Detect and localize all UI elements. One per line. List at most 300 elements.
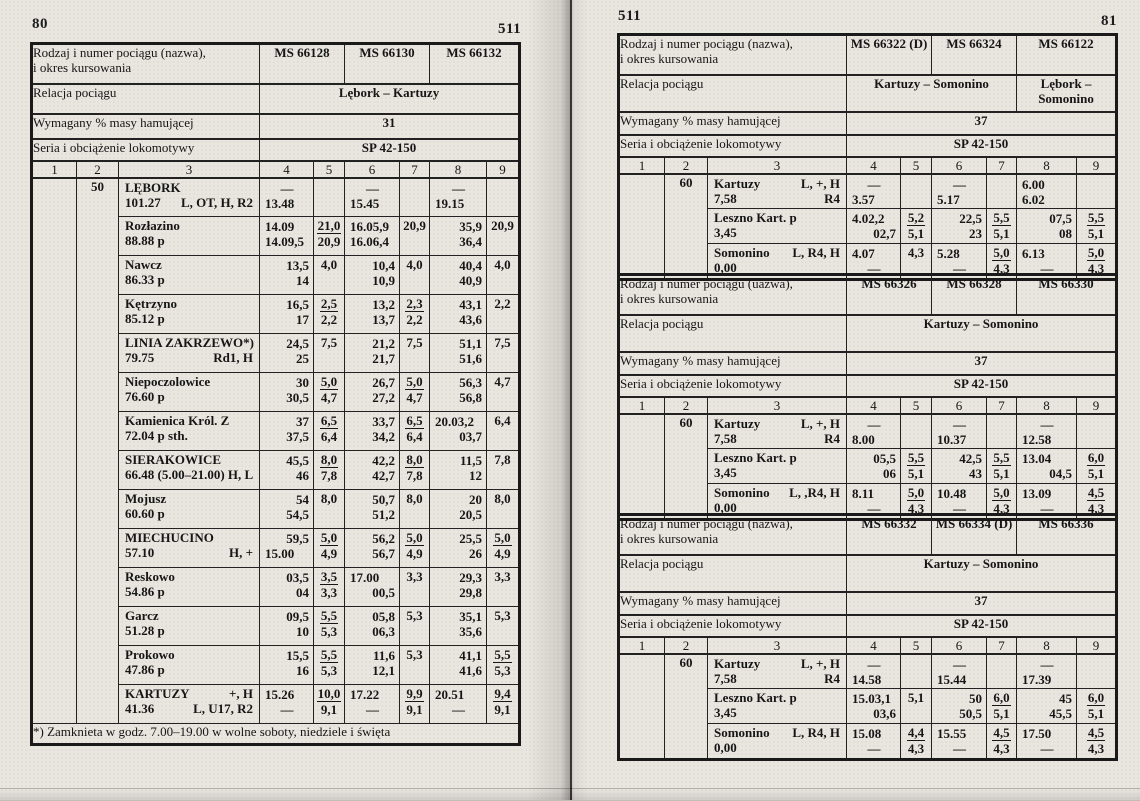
- speed-top: 9,9: [406, 686, 423, 701]
- speed-values: [987, 689, 1016, 723]
- header-loco-row: [32, 139, 520, 161]
- speed-values: [987, 175, 1016, 178]
- speed-cell: [987, 689, 1017, 724]
- time-bottom: 03,7: [459, 429, 483, 444]
- speed-single: 4,0: [320, 257, 338, 272]
- speed-fraction: [907, 210, 925, 241]
- station-name-text: Leszno Kart. p: [714, 690, 797, 705]
- time-bottom: 40,9: [459, 273, 483, 288]
- time-values: [1017, 449, 1076, 482]
- speed-bottom: 2,2: [406, 312, 423, 327]
- station-name-line2: [714, 671, 841, 686]
- brake-value-cell: [260, 114, 520, 139]
- brake-label: Wymagany % masy hamującej: [619, 112, 847, 135]
- time-top: 24,5: [286, 336, 310, 351]
- time-cell: [345, 490, 400, 529]
- column-number-cell: 9: [1077, 637, 1117, 654]
- time-bottom: 15.00: [265, 546, 295, 561]
- station-km: 0,00: [714, 740, 737, 755]
- time-values: [430, 373, 486, 406]
- station-name-line2: [714, 191, 841, 206]
- station-name-text: Somonino: [714, 725, 770, 740]
- speed-fraction: [405, 686, 423, 717]
- station-name-cell: [708, 414, 847, 449]
- column-number-cell: 1: [32, 161, 77, 178]
- time-values: [345, 334, 399, 367]
- time-cell: [345, 568, 400, 607]
- time-cell: [847, 724, 901, 760]
- speed-single: 5,3: [406, 608, 423, 623]
- time-bottom: —: [280, 702, 294, 717]
- time-values: [430, 412, 486, 445]
- station-km: 7,58: [714, 670, 737, 686]
- speed-values: [400, 295, 429, 329]
- time-bottom: 41,6: [459, 663, 483, 678]
- column-number-cell: 1: [619, 637, 665, 654]
- station-name-line2: [125, 350, 254, 365]
- speed-cell: [901, 449, 932, 484]
- time-bottom: 17: [296, 312, 310, 327]
- loco-value: SP 42-150: [953, 135, 1009, 151]
- speed-cell: [487, 646, 520, 685]
- time-top: 33,7: [372, 414, 396, 429]
- speed-single: 7,5: [494, 335, 511, 350]
- time-values: [430, 607, 486, 640]
- speed-fraction: [320, 413, 338, 444]
- station-name: [708, 209, 846, 241]
- speed-values: [487, 217, 518, 235]
- speed-cell: [314, 568, 345, 607]
- speed-bottom: 5,3: [494, 663, 511, 678]
- time-cell: [1017, 209, 1077, 244]
- speed-top: 8,0: [406, 452, 423, 467]
- speed-top: 2,5: [320, 296, 338, 311]
- speed-values: [314, 217, 344, 251]
- time-values: [430, 295, 486, 328]
- station-name-line1: [714, 416, 841, 431]
- time-top: —: [452, 180, 466, 196]
- time-values: [1017, 655, 1076, 688]
- time-bottom: 12,1: [372, 663, 396, 678]
- time-top: 56,2: [372, 531, 396, 546]
- time-values: [260, 646, 313, 679]
- train-kind-label: [619, 35, 847, 75]
- speed-top: 5,5: [993, 210, 1010, 225]
- time-values: [932, 655, 986, 688]
- speed-values: [314, 685, 344, 719]
- time-cell: [430, 295, 487, 334]
- speed-cell: [400, 178, 430, 217]
- station-name-line2: [125, 233, 254, 248]
- station-name-cell: [119, 412, 260, 451]
- station-name-line2: [125, 467, 254, 482]
- station-name-cell: [708, 654, 847, 689]
- speed-bottom: 5,1: [993, 466, 1010, 481]
- speed-top: 5,0: [320, 530, 338, 545]
- time-cell: [345, 178, 400, 217]
- time-top: 8.11: [852, 486, 875, 501]
- column-number-cell: 8: [430, 161, 487, 178]
- station-name-cell: [119, 334, 260, 373]
- line-number-cell: 60: [665, 414, 708, 520]
- station-name: [119, 217, 259, 249]
- speed-values: [987, 449, 1016, 483]
- header-brake-row: [619, 352, 1117, 375]
- header-train-row: [619, 515, 1117, 555]
- column-number-cell: 6: [932, 397, 987, 414]
- speed-values: [1077, 724, 1115, 758]
- time-values: [260, 607, 313, 640]
- speed-cell: [400, 490, 430, 529]
- time-cell: [260, 178, 314, 217]
- time-values: [430, 646, 486, 679]
- time-top: 15.26: [265, 687, 295, 702]
- column-number-cell: 2: [665, 397, 708, 414]
- station-name-cell: [708, 449, 847, 484]
- train-number: MS 66322 (D): [850, 36, 928, 51]
- speed-values: [314, 256, 344, 274]
- time-top: 29,3: [459, 570, 483, 585]
- time-values: [260, 256, 313, 289]
- relation-value-cell: [847, 315, 1117, 352]
- page-bottom-edge: [0, 788, 1140, 801]
- speed-cell: [314, 646, 345, 685]
- speed-fraction: [992, 210, 1010, 241]
- time-bottom: 03,6: [873, 706, 897, 721]
- speed-fraction: [320, 530, 338, 561]
- time-cell: [345, 256, 400, 295]
- time-values: [345, 607, 399, 640]
- brake-value-cell: [847, 352, 1117, 375]
- time-cell: [430, 373, 487, 412]
- time-values: [430, 217, 486, 250]
- speed-cell: [901, 654, 932, 689]
- time-values: [260, 685, 313, 718]
- time-top: —: [1040, 656, 1054, 672]
- station-name-line2: [125, 272, 254, 287]
- speed-single: 4,3: [907, 245, 925, 260]
- station-name: [119, 179, 259, 211]
- station-name-text: Kamienica Król. Z: [125, 413, 230, 428]
- station-name-line1: [125, 335, 254, 350]
- speed-fraction: [907, 725, 925, 756]
- time-bottom: 08: [1059, 226, 1073, 241]
- column-number-cell: 7: [987, 637, 1017, 654]
- speed-top: 5,0: [1087, 245, 1105, 260]
- speed-bottom: 4,9: [406, 546, 423, 561]
- time-top: 6.00: [1022, 176, 1045, 192]
- time-cell: [260, 412, 314, 451]
- time-cell: [1017, 724, 1077, 760]
- station-name-line2: [714, 465, 841, 480]
- train-number-cell: [847, 275, 932, 315]
- speed-bottom: 6,4: [320, 429, 338, 444]
- speed-top: 5,0: [993, 485, 1010, 500]
- speed-cell: [487, 334, 520, 373]
- time-bottom: —: [1040, 741, 1054, 756]
- speed-values: [314, 490, 344, 508]
- train-number: MS 66326: [861, 276, 917, 291]
- time-top: 15.55: [937, 726, 967, 741]
- time-cell: [932, 209, 987, 244]
- speed-single: 5,3: [494, 608, 511, 623]
- time-cell: [260, 529, 314, 568]
- time-bottom: 42,7: [372, 468, 396, 483]
- speed-bottom: 20,9: [317, 234, 341, 249]
- speed-top: 6,5: [320, 413, 338, 428]
- time-values: [260, 217, 313, 250]
- station-name-line2: [125, 701, 254, 716]
- time-top: 15,5: [286, 648, 310, 663]
- station-km: 57.10: [125, 545, 155, 560]
- speed-bottom: 4,9: [494, 546, 511, 561]
- speed-values: [314, 295, 344, 329]
- time-cell: [345, 607, 400, 646]
- speed-cell: [987, 414, 1017, 449]
- speed-values: [400, 256, 429, 274]
- time-top: —: [953, 416, 967, 432]
- label-line: i okres kursowania: [620, 51, 719, 66]
- column-number-cell: 6: [932, 157, 987, 174]
- time-top: 20.03,2: [435, 414, 475, 429]
- time-top: —: [1040, 416, 1054, 432]
- time-bottom: 30,5: [286, 390, 310, 405]
- station-name-text: SIERAKOWICE: [125, 452, 222, 467]
- time-bottom: 00,5: [372, 585, 396, 600]
- station-name: [119, 295, 259, 327]
- time-bottom: 14.58: [852, 671, 882, 687]
- station-name-text: MIECHUCINO: [125, 530, 214, 545]
- speed-fraction: [317, 686, 342, 717]
- column-number-cell: 5: [901, 637, 932, 654]
- right-page-number: 81: [1101, 13, 1117, 29]
- station-name-line2: [125, 545, 254, 560]
- time-bottom: 14.09,5: [265, 234, 305, 249]
- speed-values: [314, 179, 344, 182]
- speed-top: 3,5: [320, 569, 338, 584]
- speed-values: [487, 568, 518, 586]
- time-values: [1017, 175, 1076, 208]
- speed-values: [487, 179, 518, 182]
- time-cell: [345, 529, 400, 568]
- train-number: MS 66122: [1038, 36, 1094, 51]
- line-number-cell: 60: [665, 654, 708, 760]
- time-values: [260, 334, 313, 367]
- speed-values: [487, 685, 518, 719]
- time-cell: [345, 412, 400, 451]
- time-top: 22,5: [959, 211, 983, 226]
- label-line: Rodzaj i numer pociągu (nazwa),: [620, 36, 793, 51]
- brake-label: Wymagany % masy hamującej: [619, 352, 847, 375]
- brake-value-cell: [847, 112, 1117, 135]
- speed-bottom: 5,1: [1087, 226, 1105, 241]
- time-top: —: [867, 656, 881, 672]
- speed-top: 5,0: [494, 530, 511, 545]
- station-name-line1: [125, 491, 254, 506]
- speed-single: 2,2: [494, 296, 511, 311]
- speed-top: 5,5: [320, 608, 338, 623]
- time-bottom: 50,5: [959, 706, 983, 721]
- time-top: 40,4: [459, 258, 483, 273]
- speed-values: [987, 655, 1016, 658]
- station-name: [119, 256, 259, 288]
- column-number-cell: 9: [1077, 397, 1117, 414]
- column-number-cell: 4: [260, 161, 314, 178]
- station-name-cell: [119, 607, 260, 646]
- time-top: —: [953, 176, 967, 192]
- speed-top: 21,0: [317, 218, 341, 233]
- speed-cell: [400, 451, 430, 490]
- station-name-text: Mojusz: [125, 491, 167, 506]
- speed-fraction: [1087, 450, 1105, 481]
- time-values: [430, 685, 486, 718]
- station-name-text: Leszno Kart. p: [714, 450, 797, 465]
- speed-fraction: [1087, 210, 1105, 241]
- label-line: Rodzaj i numer pociągu (nazwa),: [620, 516, 793, 531]
- speed-top: 9,4: [494, 686, 511, 701]
- time-values: [847, 689, 900, 722]
- speed-fraction: [992, 690, 1010, 721]
- speed-values: [487, 256, 518, 274]
- relation-value-cell: [260, 84, 520, 114]
- speed-fraction: [1087, 725, 1105, 756]
- speed-values: [314, 646, 344, 680]
- train-number-cell: [1017, 515, 1117, 555]
- timetable: [617, 33, 1118, 281]
- station-name: [119, 412, 259, 444]
- speed-cell: [314, 178, 345, 217]
- train-number: MS 66336: [1038, 516, 1094, 531]
- speed-bottom: 5,3: [320, 663, 338, 678]
- station-name: [708, 415, 846, 447]
- loco-value: SP 42-150: [361, 139, 417, 155]
- speed-bottom: 7,8: [320, 468, 338, 483]
- speed-values: [987, 415, 1016, 418]
- station-km: 7,58: [714, 430, 737, 446]
- speed-cell: [487, 217, 520, 256]
- time-values: [932, 209, 986, 242]
- time-cell: [932, 689, 987, 724]
- loco-value-cell: [260, 139, 520, 161]
- time-top: 37: [296, 414, 310, 429]
- speed-bottom: 7,8: [406, 468, 423, 483]
- time-bottom: 43: [969, 466, 983, 481]
- column-number-cell: 7: [987, 397, 1017, 414]
- station-name-cell: [119, 646, 260, 685]
- time-cell: [430, 685, 487, 724]
- station-name-text: KARTUZY: [125, 686, 190, 701]
- time-cell: [847, 689, 901, 724]
- time-top: 20.51: [435, 687, 465, 702]
- column-number-cell: 5: [901, 397, 932, 414]
- time-top: 41,1: [459, 648, 483, 663]
- speed-bottom: 9,1: [406, 702, 423, 717]
- column-number-cell: 6: [345, 161, 400, 178]
- relation-line: Kartuzy – Somonino: [923, 315, 1039, 331]
- time-cell: [260, 490, 314, 529]
- station-name-cell: [119, 529, 260, 568]
- time-values: [932, 724, 986, 757]
- station-name-line2: [125, 662, 254, 677]
- station-marks: L, +, H: [800, 655, 841, 671]
- time-values: [1017, 209, 1076, 242]
- speed-cell: [400, 373, 430, 412]
- station-name-line2: [125, 584, 254, 599]
- station-name-line1: [714, 656, 841, 671]
- loco-label: Seria i obciążenie lokomotywy: [619, 135, 847, 157]
- speed-values: [1077, 449, 1115, 483]
- speed-values: [400, 412, 429, 446]
- time-top: 14.09: [265, 219, 295, 234]
- speed-values: [314, 451, 344, 485]
- column-number-cell: 8: [1017, 397, 1077, 414]
- speed-values: [487, 412, 518, 430]
- speed-cell: [901, 689, 932, 724]
- book-spine-line: [570, 0, 572, 800]
- time-values: [1017, 724, 1076, 757]
- time-values: [345, 451, 399, 484]
- speed-single: 7,8: [494, 452, 511, 467]
- label-line: Rodzaj i numer pociągu (nazwa),: [33, 45, 206, 60]
- speed-values: [400, 334, 429, 352]
- station-name-text: Somonino: [714, 485, 770, 500]
- train-number: MS 66332: [861, 516, 917, 531]
- time-bottom: 45,5: [1049, 706, 1073, 721]
- speed-values: [901, 209, 931, 243]
- speed-cell: [400, 529, 430, 568]
- station-marks: L, R4, H: [792, 245, 841, 260]
- column-number-cell: 3: [119, 161, 260, 178]
- speed-bottom: 5,1: [907, 226, 925, 241]
- time-cell: [932, 449, 987, 484]
- header-brake-row: [619, 112, 1117, 135]
- time-top: 11,6: [372, 648, 396, 663]
- time-values: [847, 449, 900, 482]
- station-name-cell: [119, 295, 260, 334]
- station-name: [708, 244, 846, 276]
- speed-fraction: [493, 686, 511, 717]
- speed-cell: [1077, 449, 1117, 484]
- time-top: 10,4: [372, 258, 396, 273]
- speed-top: 5,0: [993, 245, 1010, 260]
- time-bottom: 12: [469, 468, 483, 483]
- relation-line: Lębork – Kartuzy: [338, 84, 440, 100]
- train-number-cell: [430, 44, 520, 84]
- time-top: 09,5: [286, 609, 310, 624]
- speed-cell: [314, 607, 345, 646]
- speed-cell: [1077, 209, 1117, 244]
- time-values: [260, 568, 313, 601]
- speed-bottom: 5,1: [993, 706, 1010, 721]
- time-cell: [430, 451, 487, 490]
- speed-cell: [400, 295, 430, 334]
- speed-bottom: 5,1: [1087, 706, 1105, 721]
- speed-cell: [487, 412, 520, 451]
- time-top: 42,5: [959, 451, 983, 466]
- time-top: 6.13: [1022, 246, 1045, 261]
- time-bottom: 51,2: [372, 507, 396, 522]
- loco-label: Seria i obciążenie lokomotywy: [32, 139, 260, 161]
- time-bottom: 21,7: [372, 351, 396, 366]
- station-name-line2: [714, 705, 841, 720]
- speed-fraction: [1087, 485, 1105, 516]
- header-brake-row: [32, 114, 520, 139]
- column-number-cell: 7: [400, 161, 430, 178]
- time-values: [345, 412, 399, 445]
- time-values: [430, 451, 486, 484]
- speed-bottom: 2,2: [320, 312, 338, 327]
- speed-single: 20,9: [403, 218, 426, 233]
